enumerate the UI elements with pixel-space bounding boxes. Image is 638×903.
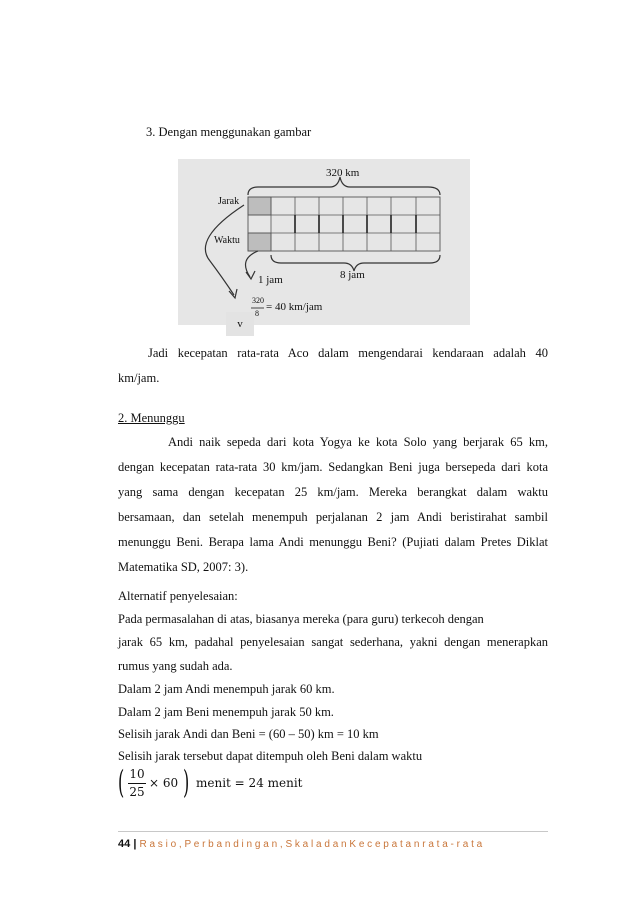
problem-line: dengan kecepatan rata-rata 30 km/jam. Sedangkan Beni juga bersepeda dari kota [118,460,548,474]
problem-line: yang sama dengan kecepatan 25 km/jam. Mereka berangkat dalam waktu [118,485,548,499]
eq-denominator: 25 [129,785,145,799]
v-label: v [226,312,254,336]
solution-line: Selisih jarak tersebut dapat ditempuh oleh Beni dalam waktu [118,749,423,763]
conclusion-line-2: km/jam. [118,371,160,385]
speed-diagram [178,159,470,325]
footer-separator: | [133,838,137,850]
label-1jam: 1 jam [258,274,283,286]
problem-line: bersamaan, dan setelah menempuh perjalanan 2 jam Andi beristirahat sambil [118,510,548,524]
problem-line: menunggu Beni. Berapa lama Andi menunggu Beni? (Pujiati dalam Pretes Diklat [118,535,548,549]
eq-fraction-bar [128,783,146,784]
footer-title: R a s i o , P e r b a n d i n g a n , S k a l a d a n K e c e p a t a n r a t a - r a t a [139,839,483,850]
solution-line: Pada permasalahan di atas, biasanya mereka (para guru) terkecoh dengan [118,612,484,626]
label-waktu: Waktu [214,235,240,246]
solution-line: rumus yang sudah ada. [118,659,233,673]
arrow-formula [205,205,244,295]
eq-numerator: 10 [129,767,145,781]
solution-line: Dalam 2 jam Beni menempuh jarak 50 km. [118,705,334,719]
problem-line: Matematika SD, 2007: 3). [118,560,249,574]
equation [118,764,318,804]
problem-line: Andi naik sepeda dari kota Yogya ke kota Solo yang berjarak 65 km, [168,435,548,449]
page-number: 44 [118,838,131,850]
solution-heading: Alternatif penyelesaian: [118,589,238,603]
label-320km: 320 km [326,167,360,179]
label-jarak: Jarak [218,196,240,207]
label-8jam: 8 jam [340,269,365,281]
solution-line: Selisih jarak Andi dan Beni = (60 – 50) km = 10 km [118,727,379,741]
eq-result: menit = 24 menit [196,776,303,790]
formula-result: = 40 km/jam [266,301,323,313]
footer-divider [118,831,548,832]
eq-times: × 60 [149,776,179,790]
solution-line: Dalam 2 jam Andi menempuh jarak 60 km. [118,682,335,696]
top-brace [248,177,440,195]
footer [118,838,482,850]
solution-line: jarak 65 km, padahal penyelesaian sangat sederhana, yakni dengan menerapkan [118,635,548,649]
formula-numerator: 320 [252,296,264,305]
conclusion-line-1: Jadi kecepatan rata-rata Aco dalam mengendarai kendaraan adalah 40 [148,346,548,360]
right-paren: ) [183,763,190,801]
section-heading-menunggu: 2. Menunggu [118,411,185,425]
formula-denominator: 8 [255,309,259,318]
step-heading: 3. Dengan menggunakan gambar [146,125,312,139]
grid [248,197,440,251]
left-paren: ( [118,763,125,801]
